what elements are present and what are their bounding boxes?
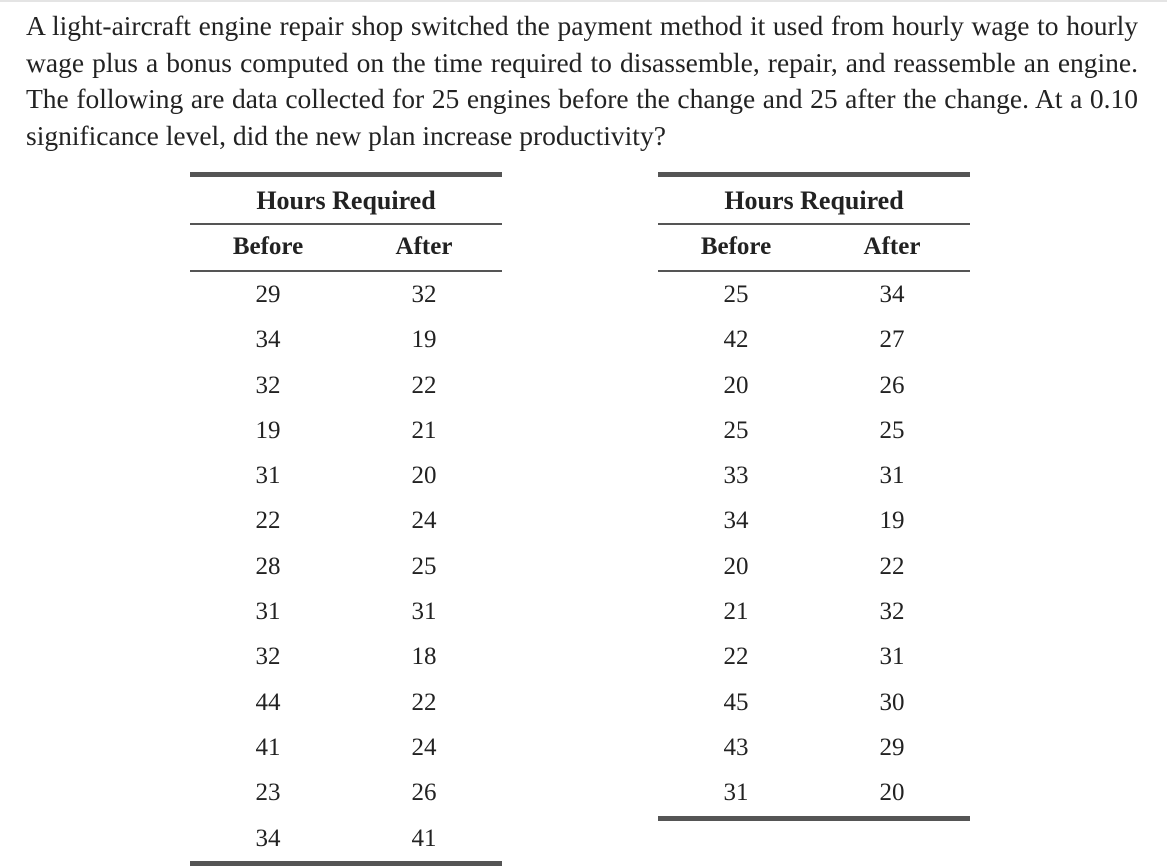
table-body <box>658 272 970 816</box>
table-row <box>190 453 502 498</box>
table-row <box>190 816 502 861</box>
before-hours-cell: 29 <box>255 281 281 308</box>
before-hours-cell: 45 <box>723 688 749 716</box>
after-hours-cell: 24 <box>411 733 437 761</box>
table-row <box>658 498 970 543</box>
hours-table-left <box>190 172 502 866</box>
before-hours-cell: 34 <box>255 824 281 852</box>
after-hours-cell: 24 <box>411 507 437 535</box>
before-hours-cell: 34 <box>255 326 281 354</box>
column-header-before: Before <box>232 233 304 260</box>
before-hours-cell: 21 <box>723 598 749 626</box>
table-row <box>658 408 970 453</box>
column-header-after: After <box>863 233 921 260</box>
before-hours-cell: 20 <box>723 371 749 399</box>
after-hours-cell: 19 <box>411 326 437 354</box>
after-hours-cell: 22 <box>411 371 437 399</box>
table-row <box>190 363 502 408</box>
before-hours-cell: 42 <box>723 326 749 354</box>
table-row <box>190 680 502 725</box>
before-hours-cell: 22 <box>255 507 281 535</box>
after-hours-cell: 32 <box>879 598 905 626</box>
after-hours-cell: 31 <box>879 462 905 490</box>
before-hours-cell: 33 <box>723 462 749 490</box>
table-row <box>190 634 502 679</box>
table-row <box>658 680 970 725</box>
table-row <box>190 317 502 362</box>
column-header-after: After <box>395 233 453 260</box>
after-hours-cell: 29 <box>879 733 905 761</box>
table-row <box>190 272 502 317</box>
table-row <box>658 453 970 498</box>
before-hours-cell: 44 <box>255 688 281 716</box>
table-row <box>658 363 970 408</box>
after-hours-cell: 26 <box>879 371 905 399</box>
table-row <box>190 725 502 770</box>
after-hours-cell: 34 <box>879 281 905 308</box>
before-hours-cell: 25 <box>723 281 749 308</box>
before-hours-cell: 41 <box>255 733 281 761</box>
before-hours-cell: 43 <box>723 733 749 761</box>
before-hours-cell: 25 <box>723 416 749 444</box>
after-hours-cell: 31 <box>411 598 437 626</box>
table-row <box>190 498 502 543</box>
after-hours-cell: 27 <box>879 326 905 354</box>
column-headers <box>658 225 970 270</box>
table-row <box>190 544 502 589</box>
after-hours-cell: 21 <box>411 416 437 444</box>
table-row <box>658 272 970 317</box>
after-hours-cell: 19 <box>879 507 905 535</box>
table-bottom-rule <box>190 861 502 866</box>
after-hours-cell: 25 <box>411 552 437 580</box>
column-headers <box>190 225 502 270</box>
before-hours-cell: 32 <box>255 371 281 399</box>
after-hours-cell: 25 <box>879 416 905 444</box>
table-row <box>658 725 970 770</box>
table-row <box>658 634 970 679</box>
top-border-line <box>0 0 1167 2</box>
before-hours-cell: 31 <box>723 779 749 807</box>
table-row <box>190 770 502 815</box>
table-row <box>190 408 502 453</box>
after-hours-cell: 20 <box>411 462 437 490</box>
before-hours-cell: 31 <box>255 462 281 490</box>
table-row <box>658 589 970 634</box>
after-hours-cell: 41 <box>411 824 437 852</box>
after-hours-cell: 22 <box>879 552 905 580</box>
before-hours-cell: 23 <box>255 779 281 807</box>
table-body <box>190 272 502 861</box>
before-hours-cell: 34 <box>723 507 749 535</box>
hours-table-right <box>658 172 970 821</box>
table-row <box>658 544 970 589</box>
before-hours-cell: 28 <box>255 552 281 580</box>
after-hours-cell: 22 <box>411 688 437 716</box>
table-bottom-rule <box>658 816 970 821</box>
column-header-before: Before <box>700 233 772 260</box>
after-hours-cell: 18 <box>411 643 437 671</box>
before-hours-cell: 22 <box>723 643 749 671</box>
problem-statement: A light-aircraft engine repair shop switched the payment method it used from hourly wage to hourly wage plus a bonus computed on the time required to disassemble, repair, and reassemble an engine. The following are data collected for 25 engines before the change and 25 after the change. At a 0.10 significance level, did the new plan increase productivity? <box>26 10 1138 151</box>
table-row <box>658 770 970 815</box>
before-hours-cell: 31 <box>255 598 281 626</box>
table-row <box>190 589 502 634</box>
after-hours-cell: 20 <box>879 779 905 807</box>
group-header: Hours Required <box>256 186 436 215</box>
after-hours-cell: 31 <box>879 643 905 671</box>
before-hours-cell: 32 <box>255 643 281 671</box>
before-hours-cell: 20 <box>723 552 749 580</box>
after-hours-cell: 32 <box>411 281 437 308</box>
before-hours-cell: 19 <box>255 416 281 444</box>
table-row <box>658 317 970 362</box>
after-hours-cell: 26 <box>411 779 437 807</box>
group-header: Hours Required <box>724 186 904 215</box>
after-hours-cell: 30 <box>879 688 905 716</box>
